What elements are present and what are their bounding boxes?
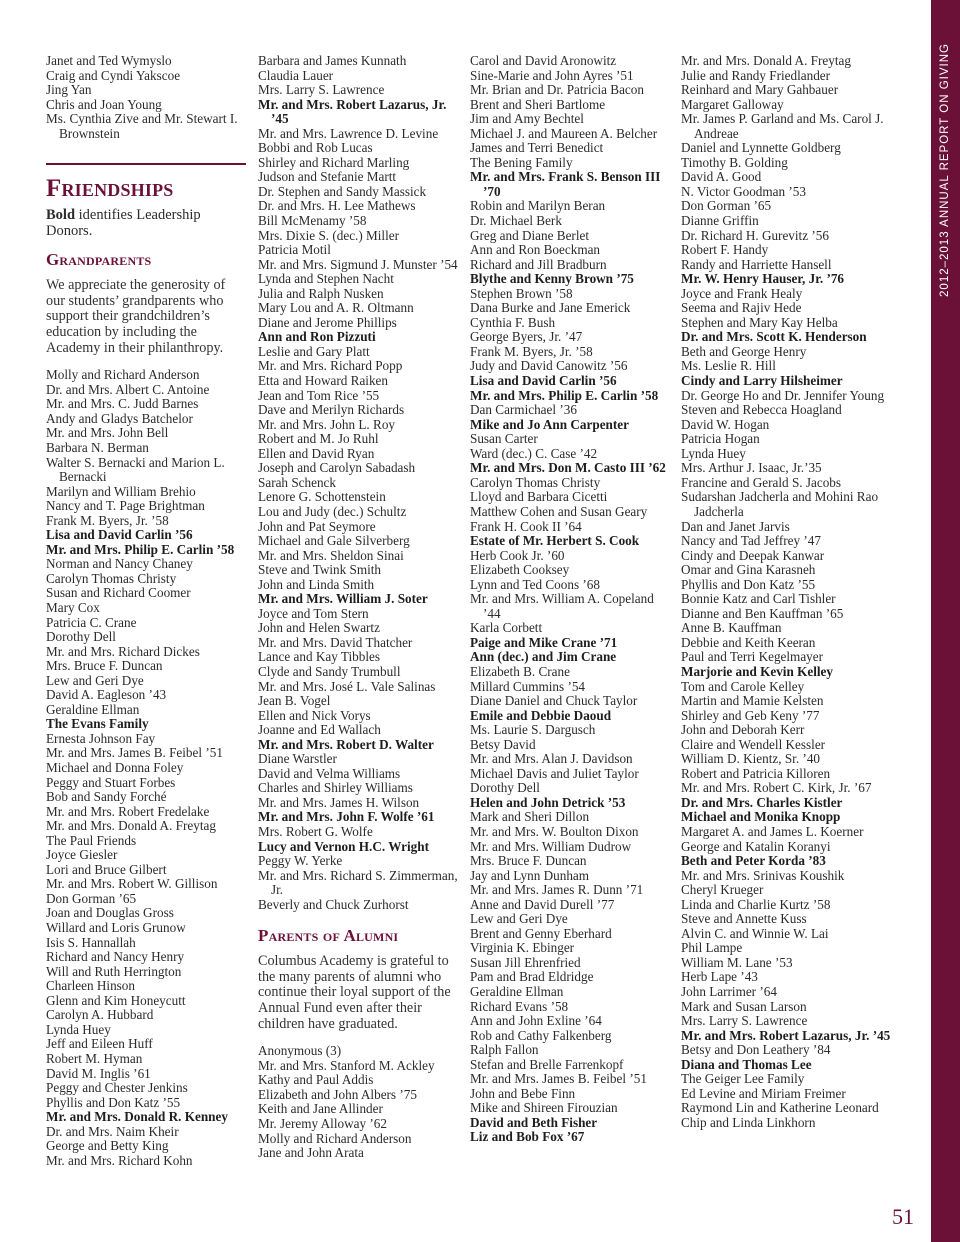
donor-name: Mr. and Mrs. Donald A. Freytag xyxy=(681,53,851,68)
leadership-donor-name: Ann (dec.) and Jim Crane xyxy=(470,649,617,665)
donor-name: Robert and M. Jo Ruhl xyxy=(258,431,379,447)
donor-name: Mr. and Mrs. W. Boulton Dixon xyxy=(470,823,639,839)
donor-name: Mr. and Mrs. Srinivas Koushik xyxy=(681,867,845,883)
donor-name: Mr. and Mrs. William Dudrow xyxy=(470,838,632,854)
leadership-donor-name: Mike and Jo Ann Carpenter xyxy=(470,416,629,432)
donor-name: Nancy and Tad Jeffrey ’47 xyxy=(681,533,821,549)
donor-name: Mr. and Mrs. Donald A. Freytag xyxy=(46,818,216,834)
grandparents-heading: Grandparents xyxy=(46,250,152,270)
column-2 xyxy=(258,54,458,1161)
donor-name: David A. Eagleson ’43 xyxy=(46,687,167,703)
donor-name: Matthew Cohen and Susan Geary xyxy=(470,503,648,519)
column-4 xyxy=(681,54,891,1130)
donor-name: Mr. and Mrs. Richard Dickes xyxy=(46,643,200,659)
donor-name: Joan and Douglas Gross xyxy=(46,905,174,921)
leadership-donor-name: Estate of Mr. Herbert S. Cook xyxy=(470,533,640,549)
donor-name: Elizabeth Cooksey xyxy=(470,562,570,578)
donor-name: Molly and Richard Anderson xyxy=(258,1130,412,1146)
donor-name: Nancy and T. Page Brightman xyxy=(46,498,205,514)
donor-name: Michael and Gale Silverberg xyxy=(258,533,410,549)
donor-name: Lynn and Ted Coons ’68 xyxy=(470,576,600,592)
parents-of-alumni-heading: Parents of Alumni xyxy=(258,926,399,946)
donor-name: Judson and Stefanie Martt xyxy=(258,169,397,185)
donor-name: Francine and Gerald S. Jacobs xyxy=(681,474,842,490)
donor-name: Dr. and Mrs. Naim Kheir xyxy=(46,1123,179,1139)
column-3 xyxy=(470,54,670,1145)
donor-name: Joyce Giesler xyxy=(46,847,118,863)
donor-name: Stefan and Brelle Farrenkopf xyxy=(470,1056,624,1072)
donor-name: Mr. and Mrs. Richard Popp xyxy=(258,358,403,374)
donor-name: Bob and Sandy Forché xyxy=(46,789,167,805)
donor-name: Carol and David Aronowitz xyxy=(470,53,617,68)
donor-name: Julie and Randy Friedlander xyxy=(681,67,831,83)
donor-name: Barbara and James Kunnath xyxy=(258,53,407,68)
donor-name: Tom and Carole Kelley xyxy=(681,678,805,694)
donor-name: Ms. Laurie S. Dargusch xyxy=(470,722,596,738)
donor-name: Mr. and Mrs. James B. Feibel ’51 xyxy=(470,1071,647,1087)
donor-name: Bonnie Katz and Carl Tishler xyxy=(681,591,836,607)
donor-name: Cindy and Deepak Kanwar xyxy=(681,547,825,563)
leadership-donor-name: Mr. and Mrs. Philip E. Carlin ’58 xyxy=(470,387,659,403)
page-number: 51 xyxy=(892,1204,914,1229)
leadership-donor-name: The Evans Family xyxy=(46,716,149,732)
donor-name: Omar and Gina Karasneh xyxy=(681,562,816,578)
donor-name: Mr. and Mrs. Richard S. Zimmerman, Jr. xyxy=(258,867,458,898)
donor-name: Dave and Merilyn Richards xyxy=(258,402,405,418)
donor-name: Mr. and Mrs. James R. Dunn ’71 xyxy=(470,882,644,898)
donor-name: Dan Carmichael ’36 xyxy=(470,402,577,418)
donor-name: Carolyn Thomas Christy xyxy=(470,474,601,490)
donor-name: Joyce and Frank Healy xyxy=(681,285,803,301)
donor-name: Diane Warstler xyxy=(258,751,337,767)
donor-name: Will and Ruth Herrington xyxy=(46,963,182,979)
donor-name: John and Linda Smith xyxy=(258,576,375,592)
donor-name: James and Terri Benedict xyxy=(470,140,604,156)
donor-name: John and Pat Seymore xyxy=(258,518,376,534)
donor-name: Michael J. and Maureen A. Belcher xyxy=(470,125,658,141)
leadership-donor-name: Emile and Debbie Daoud xyxy=(470,707,612,723)
donor-name: Beth and George Henry xyxy=(681,343,807,359)
friendships-intro xyxy=(46,207,246,239)
donor-name: Mark and Susan Larson xyxy=(681,998,807,1014)
donor-name: Betsy David xyxy=(470,736,536,752)
donor-name: Claudia Lauer xyxy=(258,67,334,83)
leadership-donor-name: Mr. and Mrs. Robert Lazarus, Jr. ’45 xyxy=(258,96,447,127)
donor-name: Mr. and Mrs. William A. Copeland ’44 xyxy=(470,591,654,621)
donor-name: Mr. and Mrs. Alan J. Davidson xyxy=(470,751,633,767)
leadership-donor-name: Ann and Ron Pizzuti xyxy=(258,329,376,345)
donor-name: Lou and Judy (dec.) Schultz xyxy=(258,503,407,519)
leadership-donor-name: Dr. and Mrs. Charles Kistler xyxy=(681,794,843,810)
donor-name: Michael and Donna Foley xyxy=(46,760,184,776)
donor-name: William M. Lane ’53 xyxy=(681,954,793,970)
donor-name: Chris and Joan Young xyxy=(46,96,162,112)
donor-name: Phil Lampe xyxy=(681,940,743,956)
donor-name: Carolyn Thomas Christy xyxy=(46,570,177,586)
donor-name: Beverly and Chuck Zurhorst xyxy=(258,896,409,912)
donor-name: Anne and David Durell ’77 xyxy=(470,896,615,912)
donor-name: Elizabeth and John Albers ’75 xyxy=(258,1086,417,1102)
donor-name: Robert F. Handy xyxy=(681,242,769,258)
donor-name: Geraldine Ellman xyxy=(470,984,564,999)
donor-name: Mr. and Mrs. José L. Vale Salinas xyxy=(258,678,436,694)
donor-name: Mr. and Mrs. John L. Roy xyxy=(258,416,396,432)
leadership-donor-name: Lucy and Vernon H.C. Wright xyxy=(258,838,429,854)
donor-name: Patricia Motil xyxy=(258,242,331,258)
donor-name: The Bening Family xyxy=(470,154,573,170)
donor-name: Don Gorman ’65 xyxy=(46,890,137,906)
donor-name: Sarah Schenck xyxy=(258,474,336,490)
donor-name: Peggy and Chester Jenkins xyxy=(46,1080,188,1096)
donor-name: Sudarshan Jadcherla and Mohini Rao Jadcherla xyxy=(681,489,879,519)
parents-of-alumni-paragraph: Columbus Academy is grateful to the many parents of alumni who continue their loyal support of the Annual Fund even after their children have graduated. xyxy=(258,953,451,1032)
donor-name: Margaret A. and James L. Koerner xyxy=(681,823,864,839)
donor-name: Frank M. Byers, Jr. ’58 xyxy=(470,343,593,359)
donor-name: Ralph Fallon xyxy=(470,1042,539,1058)
donor-name: Lance and Kay Tibbles xyxy=(258,649,380,665)
leadership-donor-name: Mr. W. Henry Hauser, Jr. ’76 xyxy=(681,271,845,287)
donor-name: Chip and Linda Linkhorn xyxy=(681,1114,816,1130)
donor-name: Bobbi and Rob Lucas xyxy=(258,140,373,156)
donor-name: Peggy and Stuart Forbes xyxy=(46,774,176,790)
donor-name: Willard and Loris Grunow xyxy=(46,920,186,936)
leadership-donor-name: Mr. and Mrs. Frank S. Benson III ’70 xyxy=(470,169,661,199)
donor-name: Joyce and Tom Stern xyxy=(258,605,369,621)
donor-name: Ann and Ron Boeckman xyxy=(470,242,601,258)
leadership-donor-name: Michael and Monika Knopp xyxy=(681,809,841,825)
donor-name: Mrs. Bruce F. Duncan xyxy=(470,853,587,869)
donor-name: Anonymous (3) xyxy=(258,1043,342,1059)
donor-name: Peggy W. Yerke xyxy=(258,853,343,869)
donor-name: Randy and Harriette Hansell xyxy=(681,256,832,272)
leadership-donor-name: Liz and Bob Fox ’67 xyxy=(470,1129,585,1145)
donor-name: Patricia Hogan xyxy=(681,431,760,447)
donor-name: Mr. Brian and Dr. Patricia Bacon xyxy=(470,82,644,98)
donor-name: Pam and Brad Eldridge xyxy=(470,969,594,985)
donor-name: Mrs. Arthur J. Isaac, Jr.’35 xyxy=(681,460,822,476)
donor-name: Susan and Richard Coomer xyxy=(46,585,191,601)
leadership-donor-name: Lisa and David Carlin ’56 xyxy=(470,373,617,389)
donor-name: Mrs. Dixie S. (dec.) Miller xyxy=(258,227,400,243)
donor-name: George and Betty King xyxy=(46,1138,169,1154)
donor-name: Molly and Richard Anderson xyxy=(46,367,200,383)
donor-name: Mr. Jeremy Alloway ’62 xyxy=(258,1115,387,1131)
donor-name: Charles and Shirley Williams xyxy=(258,780,413,796)
donor-name: Richard and Nancy Henry xyxy=(46,949,185,965)
donor-name: Mr. and Mrs. Sigmund J. Munster ’54 xyxy=(258,256,458,272)
donor-name: Dr. Stephen and Sandy Massick xyxy=(258,183,427,199)
donor-name: Margaret Galloway xyxy=(681,96,784,112)
donor-name: Phyllis and Don Katz ’55 xyxy=(46,1094,181,1110)
donor-name: Mr. and Mrs. John Bell xyxy=(46,425,169,441)
donor-name: John and Bebe Finn xyxy=(470,1085,576,1101)
donor-name: Lynda Huey xyxy=(46,1021,111,1037)
leadership-donor-name: Mr. and Mrs. Robert D. Walter xyxy=(258,736,434,752)
donor-name: Dr. Richard H. Gurevitz ’56 xyxy=(681,227,829,243)
donor-name: The Geiger Lee Family xyxy=(681,1071,805,1087)
donor-name: Mrs. Larry S. Lawrence xyxy=(258,82,385,98)
donor-name: Janet and Ted Wymyslo xyxy=(46,53,172,68)
donor-name: Dr. and Mrs. Albert C. Antoine xyxy=(46,381,210,397)
donor-name: Richard Evans ’58 xyxy=(470,998,569,1014)
parents-of-alumni-names-list-continued xyxy=(470,54,670,1145)
donor-name: David and Velma Williams xyxy=(258,765,401,781)
donor-name: Mrs. Larry S. Lawrence xyxy=(681,1013,808,1029)
donor-name: Mr. and Mrs. Robert Fredelake xyxy=(46,803,210,819)
donor-name: Etta and Howard Raiken xyxy=(258,373,389,389)
donor-name: Susan Jill Ehrenfried xyxy=(470,954,581,970)
donor-name: Mr. and Mrs. James H. Wilson xyxy=(258,794,420,810)
donor-name: Jean and Tom Rice ’55 xyxy=(258,387,380,403)
donor-name: The Paul Friends xyxy=(46,832,137,848)
donor-name: Ward (dec.) C. Case ’42 xyxy=(470,445,598,461)
donor-name: Lew and Geri Dye xyxy=(46,672,144,688)
donor-name: Mr. and Mrs. David Thatcher xyxy=(258,634,413,650)
donor-name: Mr. and Mrs. Robert C. Kirk, Jr. ’67 xyxy=(681,780,872,796)
donor-name: Millard Cummins ’54 xyxy=(470,678,586,694)
donor-name: Mr. and Mrs. Richard Kohn xyxy=(46,1152,193,1168)
donor-name: Leslie and Gary Platt xyxy=(258,343,370,359)
donor-name: Robert and Patricia Killoren xyxy=(681,765,831,781)
donor-name: Steve and Annette Kuss xyxy=(681,911,807,927)
donor-name: Lloyd and Barbara Cicetti xyxy=(470,489,608,505)
grandparents-paragraph: We appreciate the generosity of our students’ grandparents who support their grandchildren’s education by including the Academy in their philanthropy. xyxy=(46,277,226,356)
donor-name: Ed Levine and Miriam Freimer xyxy=(681,1085,846,1101)
leadership-donor-name: Paige and Mike Crane ’71 xyxy=(470,634,618,650)
donor-name: Daniel and Lynnette Goldberg xyxy=(681,140,841,156)
donor-name: Geraldine Ellman xyxy=(46,701,140,717)
donor-name: Robert M. Hyman xyxy=(46,1050,143,1066)
grandparents-names-list xyxy=(46,368,246,1168)
sidebar-report-title: 2012–2013 ANNUAL REPORT ON GIVING xyxy=(939,43,951,297)
donor-name: John Larrimer ’64 xyxy=(681,984,777,999)
donor-name: Sine-Marie and John Ayres ’51 xyxy=(470,67,634,83)
leadership-donor-name: Cindy and Larry Hilsheimer xyxy=(681,373,843,389)
donor-name: Jeff and Eileen Huff xyxy=(46,1036,153,1052)
donor-name: Ann and John Exline ’64 xyxy=(470,1013,602,1029)
donor-name: Linda and Charlie Kurtz ’58 xyxy=(681,896,831,912)
donor-name: Jane and John Arata xyxy=(258,1145,364,1161)
donor-name: Timothy B. Golding xyxy=(681,154,788,170)
donor-name: Ernesta Johnson Fay xyxy=(46,730,156,746)
donor-name: Dr. and Mrs. H. Lee Mathews xyxy=(258,198,416,214)
donor-name: Mary Lou and A. R. Oltmann xyxy=(258,300,414,316)
donor-name: Andy and Gladys Batchelor xyxy=(46,410,193,426)
donor-name: Alvin C. and Winnie W. Lai xyxy=(681,925,829,941)
donor-name: Frank H. Cook II ’64 xyxy=(470,518,582,534)
donor-name: Phyllis and Don Katz ’55 xyxy=(681,576,816,592)
donor-name: Mary Cox xyxy=(46,600,100,615)
leadership-donor-name: Marjorie and Kevin Kelley xyxy=(681,663,833,679)
parents-of-alumni-names-list xyxy=(258,1044,458,1160)
donor-name: Mrs. Robert G. Wolfe xyxy=(258,823,373,839)
donor-name: Judy and David Canowitz ’56 xyxy=(470,358,628,374)
donor-name: Mr. and Mrs. Stanford M. Ackley xyxy=(258,1057,435,1073)
donor-name: Shirley and Geb Keny ’77 xyxy=(681,707,820,723)
donor-name: George Byers, Jr. ’47 xyxy=(470,329,583,345)
donor-name: Frank M. Byers, Jr. ’58 xyxy=(46,512,169,528)
donor-name: Glenn and Kim Honeycutt xyxy=(46,992,186,1008)
donor-name: Barbara N. Berman xyxy=(46,439,149,455)
leadership-donor-name: David and Beth Fisher xyxy=(470,1114,598,1130)
donor-name: Mr. and Mrs. Robert W. Gillison xyxy=(46,876,218,892)
donor-name: Diane Daniel and Chuck Taylor xyxy=(470,693,638,709)
donor-name: Dorothy Dell xyxy=(470,780,540,796)
donor-name: Mr. and Mrs. C. Judd Barnes xyxy=(46,396,199,412)
donor-name: Karla Corbett xyxy=(470,620,543,636)
donor-name: Diane and Jerome Phillips xyxy=(258,314,397,330)
donor-name: Walter S. Bernacki and Marion L. Bernacki xyxy=(46,454,225,485)
donor-name: Isis S. Hannallah xyxy=(46,934,136,950)
donor-name: Robin and Marilyn Beran xyxy=(470,198,606,214)
leadership-donor-name: Dr. and Mrs. Scott K. Henderson xyxy=(681,329,867,345)
donor-name: John and Helen Swartz xyxy=(258,620,380,636)
donor-name: William D. Kientz, Sr. ’40 xyxy=(681,751,821,767)
donor-name: Joanne and Ed Wallach xyxy=(258,722,381,738)
donor-name: Virginia K. Ebinger xyxy=(470,940,575,956)
donor-name: George and Katalin Koranyi xyxy=(681,838,831,854)
leadership-donor-name: Mr. and Mrs. William J. Soter xyxy=(258,591,428,607)
leadership-donor-name: Mr. and Mrs. Donald R. Kenney xyxy=(46,1109,228,1125)
donor-name: Claire and Wendell Kessler xyxy=(681,736,826,752)
donor-name: Keith and Jane Allinder xyxy=(258,1101,383,1117)
donor-name: Seema and Rajiv Hede xyxy=(681,300,802,316)
donor-name: Herb Lape ’43 xyxy=(681,969,758,985)
donor-name: Debbie and Keith Keeran xyxy=(681,634,816,650)
donor-name: Brent and Sheri Bartlome xyxy=(470,96,606,112)
donor-name: Mr. James P. Garland and Ms. Carol J. Andreae xyxy=(681,111,884,141)
donor-name: Richard and Jill Bradburn xyxy=(470,256,607,272)
bold-keyword: Bold xyxy=(46,207,76,224)
donor-name: Dianne and Ben Kauffman ’65 xyxy=(681,605,844,621)
donor-name: Cynthia F. Bush xyxy=(470,314,556,330)
donor-name: Raymond Lin and Katherine Leonard xyxy=(681,1100,879,1116)
leadership-donor-name: Mr. and Mrs. John F. Wolfe ’61 xyxy=(258,809,435,825)
donor-name: Mr. and Mrs. Lawrence D. Levine xyxy=(258,125,439,141)
donor-name: Norman and Nancy Chaney xyxy=(46,556,193,572)
donor-name: Dan and Janet Jarvis xyxy=(681,518,790,534)
donor-name: Dr. George Ho and Dr. Jennifer Young xyxy=(681,387,885,403)
donor-name: Lew and Geri Dye xyxy=(470,911,568,927)
leadership-donor-name: Beth and Peter Korda ’83 xyxy=(681,853,826,869)
donor-name: Rob and Cathy Falkenberg xyxy=(470,1027,612,1043)
donor-name: Marilyn and William Brehio xyxy=(46,483,196,499)
donor-name: Joseph and Carolyn Sabadash xyxy=(258,460,416,476)
donor-name: Steve and Twink Smith xyxy=(258,562,382,578)
donor-name: Mrs. Bruce F. Duncan xyxy=(46,658,163,674)
donor-name: Ms. Leslie R. Hill xyxy=(681,358,776,374)
donor-name: David M. Inglis ’61 xyxy=(46,1065,151,1081)
intro-text: identifies Leadership Donors. xyxy=(46,207,201,240)
donor-name: John and Deborah Kerr xyxy=(681,722,805,738)
leadership-donor-name: Mr. and Mrs. Philip E. Carlin ’58 xyxy=(46,541,235,557)
leadership-donor-name: Lisa and David Carlin ’56 xyxy=(46,527,193,543)
donor-name: Mr. and Mrs. James B. Feibel ’51 xyxy=(46,745,223,761)
donor-name: Lynda and Stephen Nacht xyxy=(258,271,394,287)
donor-name: Jing Yan xyxy=(46,82,92,98)
donor-name: Dorothy Dell xyxy=(46,629,116,645)
donor-name: Reinhard and Mary Gahbauer xyxy=(681,82,839,98)
donor-name: Kathy and Paul Addis xyxy=(258,1072,374,1088)
leadership-donor-name: Mr. and Mrs. Robert Lazarus, Jr. ’45 xyxy=(681,1027,891,1043)
parents-of-alumni-names-list-continued xyxy=(681,54,891,1130)
donor-name: Michael Davis and Juliet Taylor xyxy=(470,765,639,781)
donor-name: Steven and Rebecca Hoagland xyxy=(681,402,842,418)
donor-name: Brent and Genny Eberhard xyxy=(470,925,612,941)
donor-name: Ellen and David Ryan xyxy=(258,445,375,461)
donor-name: Jean B. Vogel xyxy=(258,693,331,709)
leadership-donor-name: Mr. and Mrs. Don M. Casto III ’62 xyxy=(470,460,666,476)
donor-name: Craig and Cyndi Yakscoe xyxy=(46,67,181,83)
leadership-donor-name: Diana and Thomas Lee xyxy=(681,1056,812,1072)
donor-name: Carolyn A. Hubbard xyxy=(46,1007,154,1023)
donor-name: Betsy and Don Leathery ’84 xyxy=(681,1042,831,1058)
donor-name: Dianne Griffin xyxy=(681,213,759,229)
donor-name: Mark and Sheri Dillon xyxy=(470,809,590,825)
leadership-donor-name: Helen and John Detrick ’53 xyxy=(470,794,626,810)
donor-name: Cheryl Krueger xyxy=(681,882,764,898)
donor-name: Lori and Bruce Gilbert xyxy=(46,861,167,877)
donor-name: Elizabeth B. Crane xyxy=(470,663,570,679)
donor-name: Mike and Shireen Firouzian xyxy=(470,1100,618,1116)
donor-name: Lenore G. Schottenstein xyxy=(258,489,386,505)
donor-name: Jim and Amy Bechtel xyxy=(470,111,584,127)
donor-name: Mr. and Mrs. Sheldon Sinai xyxy=(258,547,404,563)
donor-name: Patricia C. Crane xyxy=(46,614,137,630)
donor-name: Dr. Michael Berk xyxy=(470,213,562,229)
donor-name: Don Gorman ’65 xyxy=(681,198,772,214)
grandparents-names-list-continued xyxy=(258,54,458,912)
donor-name: Stephen and Mary Kay Helba xyxy=(681,314,838,330)
donor-name: Charleen Hinson xyxy=(46,978,135,994)
donor-name: Paul and Terri Kegelmayer xyxy=(681,649,824,665)
donor-name: Shirley and Richard Marling xyxy=(258,154,410,170)
donor-name: Lynda Huey xyxy=(681,445,746,461)
donor-name: Dana Burke and Jane Emerick xyxy=(470,300,631,316)
continued-names-list xyxy=(46,54,246,141)
donor-name: David W. Hogan xyxy=(681,416,770,432)
column-1 xyxy=(46,54,246,1168)
donor-name: N. Victor Goodman ’53 xyxy=(681,183,806,199)
donor-name: Bill McMenamy ’58 xyxy=(258,213,367,229)
donor-name: Susan Carter xyxy=(470,431,538,447)
donor-name: Herb Cook Jr. ’60 xyxy=(470,547,565,563)
donor-name: Ms. Cynthia Zive and Mr. Stewart I. Brownstein xyxy=(46,111,238,141)
donor-name: Clyde and Sandy Trumbull xyxy=(258,663,401,679)
donor-name: Anne B. Kauffman xyxy=(681,620,782,636)
donor-name: Jay and Lynn Dunham xyxy=(470,867,590,883)
friendships-heading: Friendships xyxy=(46,163,246,203)
leadership-donor-name: Blythe and Kenny Brown ’75 xyxy=(470,271,634,287)
donor-name: Stephen Brown ’58 xyxy=(470,285,573,301)
donor-name: Julia and Ralph Nusken xyxy=(258,285,384,301)
donor-name: Greg and Diane Berlet xyxy=(470,227,590,243)
donor-name: Ellen and Nick Vorys xyxy=(258,707,371,723)
donor-name: David A. Good xyxy=(681,169,762,185)
donor-name: Martin and Mamie Kelsten xyxy=(681,693,824,709)
